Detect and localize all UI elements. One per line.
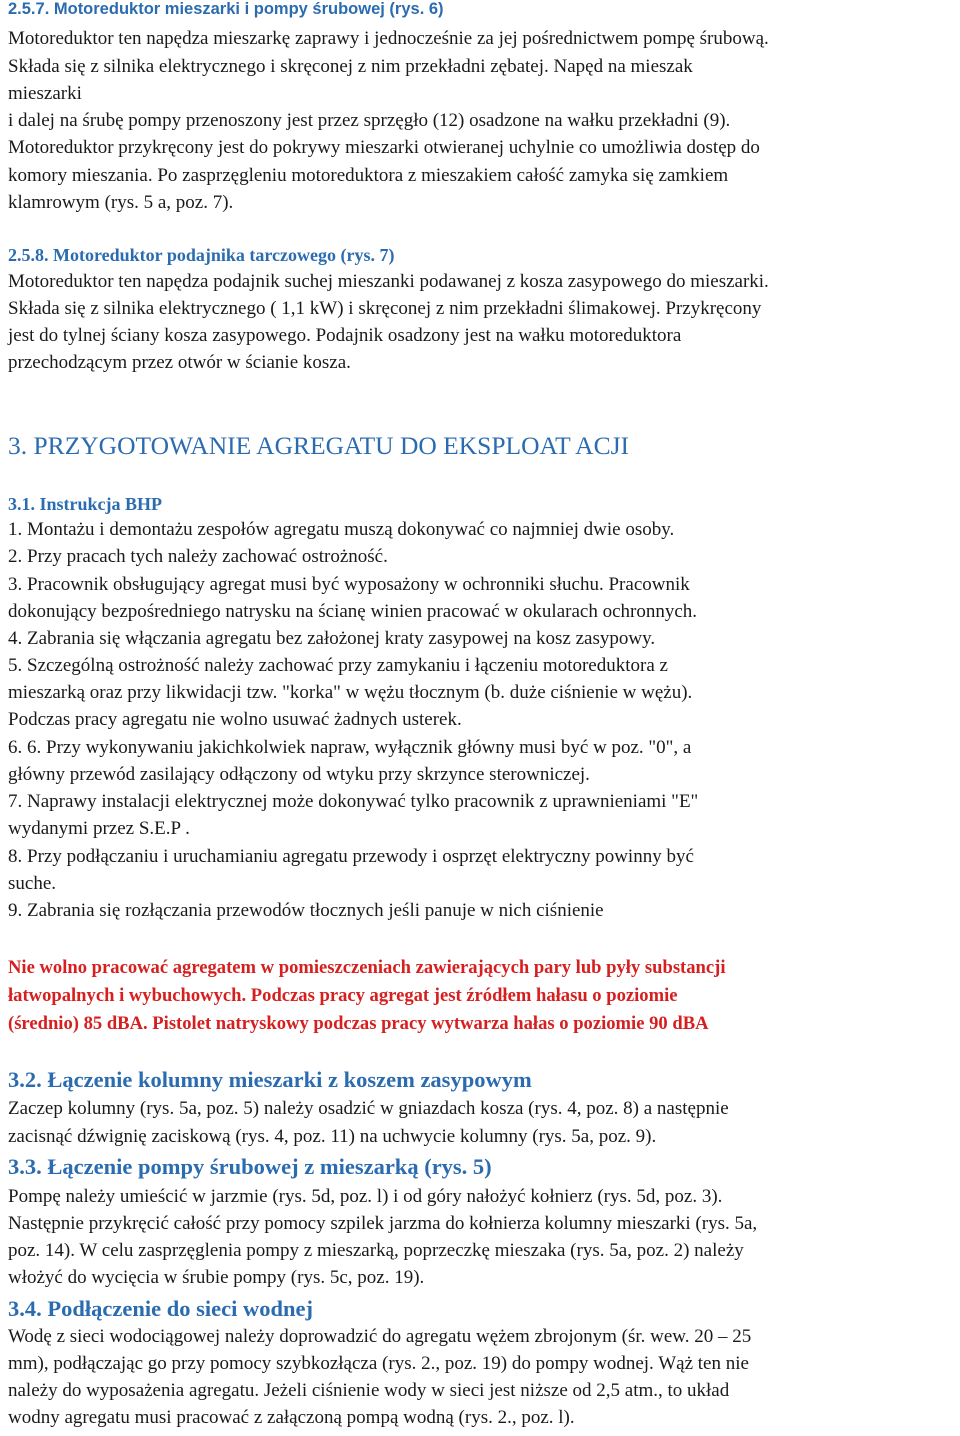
- paragraph-line: poz. 14). W celu zasprzęglenia pompy z mieszarką, poprzeczkę mieszaka (rys. 5a, poz. 2) należy: [8, 1240, 744, 1261]
- paragraph-line: Motoreduktor ten napędza podajnik suchej mieszanki podawanej z kosza zasypowego do mieszarki.: [8, 271, 769, 292]
- paragraph-line: jest do tylnej ściany kosza zasypowego. Podajnik osadzony jest na wałku motoreduktora: [8, 325, 682, 346]
- heading-3: 3. PRZYGOTOWANIE AGREGATU DO EKSPLOAT ACJI: [8, 431, 630, 460]
- paragraph-line: mm), podłączając go przy pomocy szybkozłącza (rys. 2., poz. 19) do pompy wodnej. Wąż ten nie: [8, 1353, 749, 1374]
- paragraph-line: należy do wyposażenia agregatu. Jeżeli ciśnienie wody w sieci jest niższe od 2,5 atm., to układ: [8, 1380, 730, 1401]
- list-item: 1. Montażu i demontażu zespołów agregatu muszą dokonywać co najmniej dwie osoby.: [8, 519, 675, 540]
- paragraph-line: mieszarki: [8, 83, 82, 104]
- paragraph-line: Następnie przykręcić całość przy pomocy szpilek jarzma do kołnierza kolumny mieszarki (rys. 5a,: [8, 1213, 758, 1234]
- heading-3-4: 3.4. Podłączenie do sieci wodnej: [8, 1296, 313, 1321]
- list-item: dokonujący bezpośredniego natrysku na ścianę winien pracować w okularach ochronnych.: [8, 601, 698, 622]
- list-item: 2. Przy pracach tych należy zachować ostrożność.: [8, 546, 388, 567]
- paragraph-line: Motoreduktor przykręcony jest do pokrywy mieszarki otwieranej uchylnie co umożliwia dostęp do: [8, 137, 760, 158]
- list-item: 8. Przy podłączaniu i uruchamianiu agregatu przewody i osprzęt elektryczny powinny być: [8, 846, 694, 867]
- heading-3-1: 3.1. Instrukcja BHP: [8, 494, 163, 514]
- heading-3-3: 3.3. Łączenie pompy śrubowej z mieszarką (rys. 5): [8, 1154, 492, 1179]
- paragraph-line: Motoreduktor ten napędza mieszarkę zaprawy i jednocześnie za jej pośrednictwem pompę śrubową.: [8, 28, 769, 49]
- paragraph-line: przechodzącym przez otwór w ścianie kosza.: [8, 352, 351, 373]
- list-item: 9. Zabrania się rozłączania przewodów tłocznych jeśli panuje w nich ciśnienie: [8, 900, 604, 921]
- list-item: główny przewód zasilający odłączony od wtyku przy skrzynce sterowniczej.: [8, 764, 590, 785]
- paragraph-line: wodny agregatu musi pracować z załączoną pompą wodną (rys. 2., poz. l).: [8, 1407, 575, 1428]
- list-item: 7. Naprawy instalacji elektrycznej może dokonywać tylko pracownik z uprawnieniami "E": [8, 791, 699, 812]
- paragraph-line: włożyć do wycięcia w śrubie pompy (rys. 5c, poz. 19).: [8, 1267, 425, 1288]
- heading-2-5-8: 2.5.8. Motoreduktor podajnika tarczowego (rys. 7): [8, 245, 395, 265]
- paragraph-line: Składa się z silnika elektrycznego ( 1,1 kW) i skręconej z nim przekładni ślimakowej. Przykręcony: [8, 298, 762, 319]
- paragraph-line: komory mieszania. Po zasprzęgleniu motoreduktora z mieszakiem całość zamyka się zamkiem: [8, 165, 729, 186]
- list-item: mieszarką oraz przy likwidacji tzw. "korka" w wężu tłocznym (b. duże ciśnienie w wężu).: [8, 682, 693, 703]
- warning-line: (średnio) 85 dBA. Pistolet natryskowy podczas pracy wytwarza hałas o poziomie 90 dBA: [8, 1013, 709, 1034]
- list-item: 5. Szczególną ostrożność należy zachować przy zamykaniu i łączeniu motoreduktora z: [8, 655, 668, 676]
- list-item: suche.: [8, 873, 57, 894]
- paragraph-line: zacisnąć dźwignię zaciskową (rys. 4, poz. 11) na uchwycie kolumny (rys. 5a, poz. 9).: [8, 1126, 657, 1147]
- heading-3-2: 3.2. Łączenie kolumny mieszarki z koszem zasypowym: [8, 1067, 532, 1092]
- list-item: 6. 6. Przy wykonywaniu jakichkolwiek napraw, wyłącznik główny musi być w poz. "0", a: [8, 737, 692, 758]
- paragraph-line: i dalej na śrubę pompy przenoszony jest przez sprzęgło (12) osadzone na wałku przekładni (9).: [8, 110, 731, 131]
- paragraph-line: Zaczep kolumny (rys. 5a, poz. 5) należy osadzić w gniazdach kosza (rys. 4, poz. 8) a następnie: [8, 1098, 729, 1119]
- paragraph-line: Wodę z sieci wodociągowej należy doprowadzić do agregatu wężem zbrojonym (śr. wew. 20 – 25: [8, 1326, 752, 1347]
- heading-2-5-7: 2.5.7. Motoreduktor mieszarki i pompy śrubowej (rys. 6): [8, 0, 444, 18]
- list-item: 4. Zabrania się włączania agregatu bez założonej kraty zasypowej na kosz zasypowy.: [8, 628, 656, 649]
- list-item: 3. Pracownik obsługujący agregat musi być wyposażony w ochronniki słuchu. Pracownik: [8, 574, 690, 595]
- paragraph-line: klamrowym (rys. 5 a, poz. 7).: [8, 192, 234, 213]
- paragraph-line: Pompę należy umieścić w jarzmie (rys. 5d, poz. l) i od góry nałożyć kołnierz (rys. 5d, poz. 3).: [8, 1186, 723, 1207]
- list-item: Podczas pracy agregatu nie wolno usuwać żadnych usterek.: [8, 709, 462, 730]
- warning-line: Nie wolno pracować agregatem w pomieszczeniach zawierających pary lub pyły substancji: [8, 957, 726, 978]
- list-item: wydanymi przez S.E.P .: [8, 818, 190, 839]
- warning-line: łatwopalnych i wybuchowych. Podczas pracy agregat jest źródłem hałasu o poziomie: [8, 985, 678, 1006]
- paragraph-line: Składa się z silnika elektrycznego i skręconej z nim przekładni zębatej. Napęd na mieszak: [8, 56, 693, 77]
